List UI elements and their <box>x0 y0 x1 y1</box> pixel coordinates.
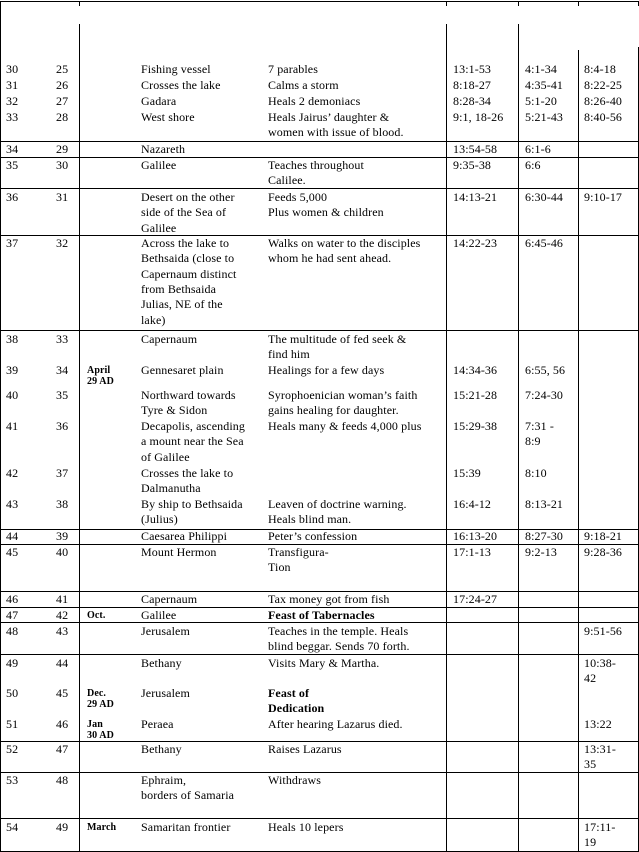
column-rule <box>518 24 519 852</box>
event-cell: Leaven of doctrine warning. <box>268 497 407 511</box>
section-number: 31 <box>56 190 69 204</box>
column-rule <box>79 24 80 852</box>
place-cell: Crosses the lake to <box>141 466 234 480</box>
place-cell: a mount near the Sea <box>141 434 244 449</box>
sequence-number: 44 <box>6 529 19 543</box>
section-number: 34 <box>56 363 69 377</box>
sequence-number: 53 <box>6 773 19 787</box>
matt-cell: 15:21-28 <box>453 388 498 402</box>
place-cell: borders of Samaria <box>141 788 235 803</box>
date-cell: 30 AD <box>87 730 114 741</box>
place-cell: Capernaum <box>141 592 198 606</box>
luke-cell: 8:26-40 <box>584 94 623 108</box>
row-rule <box>0 330 639 331</box>
sequence-number: 54 <box>6 820 19 834</box>
luke-cell: 9:18-21 <box>584 529 623 543</box>
date-cell: April <box>87 365 111 376</box>
sequence-number: 36 <box>6 190 19 204</box>
matt-cell: 14:13-21 <box>453 190 498 204</box>
event-cell: Heals 10 lepers <box>268 820 344 834</box>
date-cell: 29 AD <box>87 699 114 710</box>
sequence-number: 52 <box>6 742 19 756</box>
mark-cell: 7:24-30 <box>525 388 564 402</box>
sequence-number: 41 <box>6 419 19 433</box>
place-cell: Bethany <box>141 742 182 756</box>
mark-cell: 8:27-30 <box>525 529 564 543</box>
place-cell: Galilee <box>141 220 177 235</box>
sequence-number: 31 <box>6 78 19 92</box>
place-cell: Across the lake to <box>141 236 230 250</box>
section-number: 47 <box>56 742 69 756</box>
sequence-number: 45 <box>6 545 19 559</box>
section-number: 29 <box>56 142 69 156</box>
place-cell: Julias, NE of the <box>141 297 223 312</box>
event-cell: Teaches throughout <box>268 158 364 172</box>
place-cell: Caesarea Philippi <box>141 529 228 543</box>
event-cell: blind beggar. Sends 70 forth. <box>268 639 410 654</box>
place-cell: Dalmanutha <box>141 481 201 496</box>
place-cell: Gadara <box>141 94 177 108</box>
place-cell: West shore <box>141 110 195 124</box>
sequence-number: 48 <box>6 624 19 638</box>
matt-cell: 13:54-58 <box>453 142 498 156</box>
mark-cell: 6:45-46 <box>525 236 564 250</box>
luke-cell: 17:11- <box>584 820 616 834</box>
sequence-number: 50 <box>6 686 19 700</box>
mark-cell: 6:1-6 <box>525 142 551 156</box>
event-cell: Teaches in the temple. Heals <box>268 624 409 638</box>
event-cell: gains healing for daughter. <box>268 403 399 418</box>
event-cell: Feeds 5,000 <box>268 190 328 204</box>
section-number: 27 <box>56 94 69 108</box>
matt-cell: 15:39 <box>453 466 481 480</box>
place-cell: Fishing vessel <box>141 62 211 76</box>
luke-cell: 8:4-18 <box>584 62 616 76</box>
place-cell: from Bethsaida <box>141 281 217 296</box>
sequence-number: 39 <box>6 363 19 377</box>
section-number: 28 <box>56 110 69 124</box>
sequence-number: 30 <box>6 62 19 76</box>
event-cell: Healings for a few days <box>268 363 385 377</box>
sequence-number: 51 <box>6 717 19 731</box>
sequence-number: 33 <box>6 110 19 124</box>
mark-cell: 8:9 <box>525 434 541 449</box>
column-rule <box>518 1 519 6</box>
place-cell: Capernaum <box>141 332 198 346</box>
place-cell: Galilee <box>141 608 177 622</box>
matt-cell: 9:1, 18-26 <box>453 110 504 124</box>
date-cell: March <box>87 822 117 833</box>
mark-cell: 4:35-41 <box>525 78 564 92</box>
luke-cell: 9:28-36 <box>584 545 623 559</box>
mark-cell: 9:2-13 <box>525 545 557 559</box>
sequence-number: 32 <box>6 94 19 108</box>
event-cell: After hearing Lazarus died. <box>268 717 403 731</box>
matt-cell: 15:29-38 <box>453 419 498 433</box>
luke-cell: 42 <box>584 671 597 686</box>
event-cell: Plus women & children <box>268 205 384 220</box>
event-cell: Feast of <box>268 686 310 700</box>
event-cell: Transfigura- <box>268 545 329 559</box>
place-cell: Crosses the lake <box>141 78 221 92</box>
luke-cell: 19 <box>584 835 597 850</box>
place-cell: Bethsaida (close to <box>141 251 235 266</box>
event-cell: Calilee. <box>268 173 306 188</box>
event-cell: 7 parables <box>268 62 318 76</box>
matt-cell: 8:18-27 <box>453 78 492 92</box>
column-rule <box>446 24 447 852</box>
place-cell: Galilee <box>141 158 177 172</box>
section-number: 30 <box>56 158 69 172</box>
section-number: 40 <box>56 545 69 559</box>
event-cell: Peter’s confession <box>268 529 358 543</box>
sequence-number: 35 <box>6 158 19 172</box>
luke-cell: 10:38- <box>584 656 616 670</box>
place-cell: Nazareth <box>141 142 186 156</box>
sequence-number: 34 <box>6 142 19 156</box>
event-cell: Walks on water to the disciples <box>268 236 421 250</box>
event-cell: Withdraws <box>268 773 322 787</box>
event-cell: Raises Lazarus <box>268 742 342 756</box>
sequence-number: 42 <box>6 466 19 480</box>
column-rule <box>578 1 579 6</box>
event-cell: find him <box>268 347 310 362</box>
matt-cell: 14:22-23 <box>453 236 498 250</box>
section-number: 36 <box>56 419 69 433</box>
event-cell: Heals many & feeds 4,000 plus <box>268 419 422 433</box>
place-cell: side of the Sea of <box>141 205 227 220</box>
matt-cell: 16:13-20 <box>453 529 498 543</box>
section-number: 32 <box>56 236 69 250</box>
mark-cell: 6:55, 56 <box>525 363 566 377</box>
event-cell: Syrophoenician woman’s faith <box>268 388 418 402</box>
place-cell: Bethany <box>141 656 182 670</box>
event-cell: Heals blind man. <box>268 512 352 527</box>
place-cell: Jerusalem <box>141 686 190 700</box>
mark-cell: 6:6 <box>525 158 541 172</box>
mark-cell: 8:13-21 <box>525 497 564 511</box>
sequence-number: 47 <box>6 608 19 622</box>
place-cell: of Galilee <box>141 449 190 464</box>
event-cell: Feast of Tabernacles <box>268 608 375 622</box>
section-number: 46 <box>56 717 69 731</box>
mark-cell: 5:1-20 <box>525 94 557 108</box>
section-number: 48 <box>56 773 69 787</box>
mark-cell: 5:21-43 <box>525 110 564 124</box>
event-cell: women with issue of blood. <box>268 125 404 140</box>
mark-cell: 8:10 <box>525 466 547 480</box>
place-cell: Desert on the other <box>141 190 235 204</box>
matt-cell: 8:28-34 <box>453 94 492 108</box>
row-rule <box>0 188 639 189</box>
column-rule <box>79 1 80 6</box>
matt-cell: 14:34-36 <box>453 363 498 377</box>
place-cell: Ephraim, <box>141 773 187 787</box>
luke-cell: 35 <box>584 757 597 772</box>
place-cell: Northward towards <box>141 388 236 402</box>
place-cell: Peraea <box>141 717 174 731</box>
column-rule <box>578 50 579 852</box>
event-cell: Tion <box>268 560 291 575</box>
place-cell: Capernaum distinct <box>141 266 237 281</box>
row-rule <box>0 818 639 819</box>
mark-cell: 7:31 - <box>525 419 554 433</box>
date-cell: Jan <box>87 719 103 730</box>
event-cell: The multitude of fed seek & <box>268 332 407 346</box>
matt-cell: 13:1-53 <box>453 62 492 76</box>
section-number: 39 <box>56 529 69 543</box>
event-cell: Calms a storm <box>268 78 339 92</box>
section-number: 25 <box>56 62 69 76</box>
place-cell: Samaritan frontier <box>141 820 231 834</box>
section-number: 41 <box>56 592 69 606</box>
event-cell: Dedication <box>268 701 325 716</box>
event-cell: Heals Jairus’ daughter & <box>268 110 390 124</box>
sequence-number: 46 <box>6 592 19 606</box>
sequence-number: 37 <box>6 236 19 250</box>
place-cell: Jerusalem <box>141 624 190 638</box>
matt-cell: 17:24-27 <box>453 592 498 606</box>
mark-cell: 6:30-44 <box>525 190 564 204</box>
section-number: 37 <box>56 466 69 480</box>
sequence-number: 43 <box>6 497 19 511</box>
luke-cell: 13:31- <box>584 742 616 756</box>
section-number: 45 <box>56 686 69 700</box>
sequence-number: 49 <box>6 656 19 670</box>
column-rule <box>0 1 1 852</box>
date-cell: 29 AD <box>87 376 114 387</box>
section-number: 33 <box>56 332 69 346</box>
event-cell: Tax money got from fish <box>268 592 390 606</box>
luke-cell: 9:10-17 <box>584 190 623 204</box>
column-rule <box>446 1 447 6</box>
matt-cell: 16:4-12 <box>453 497 492 511</box>
section-number: 35 <box>56 388 69 402</box>
event-cell: Heals 2 demoniacs <box>268 94 361 108</box>
matt-cell: 17:1-13 <box>453 545 492 559</box>
place-cell: By ship to Bethsaida <box>141 497 243 511</box>
section-number: 44 <box>56 656 69 670</box>
luke-cell: 9:51-56 <box>584 624 623 638</box>
sequence-number: 40 <box>6 388 19 402</box>
place-cell: Decapolis, ascending <box>141 419 245 433</box>
date-cell: Oct. <box>87 610 106 621</box>
luke-cell: 8:40-56 <box>584 110 623 124</box>
event-cell: Visits Mary & Martha. <box>268 656 380 670</box>
place-cell: (Julius) <box>141 512 178 527</box>
row-rule <box>0 1 639 2</box>
place-cell: lake) <box>141 312 166 327</box>
luke-cell: 8:22-25 <box>584 78 623 92</box>
place-cell: Mount Hermon <box>141 545 217 559</box>
date-cell: Dec. <box>87 688 106 699</box>
sequence-number: 38 <box>6 332 19 346</box>
mark-cell: 4:1-34 <box>525 62 557 76</box>
luke-cell: 13:22 <box>584 717 612 731</box>
section-number: 38 <box>56 497 69 511</box>
place-cell: Tyre & Sidon <box>141 403 208 418</box>
section-number: 49 <box>56 820 69 834</box>
place-cell: Gennesaret plain <box>141 363 224 377</box>
event-cell: whom he had sent ahead. <box>268 251 392 266</box>
section-number: 26 <box>56 78 69 92</box>
matt-cell: 9:35-38 <box>453 158 492 172</box>
section-number: 43 <box>56 624 69 638</box>
section-number: 42 <box>56 608 69 622</box>
